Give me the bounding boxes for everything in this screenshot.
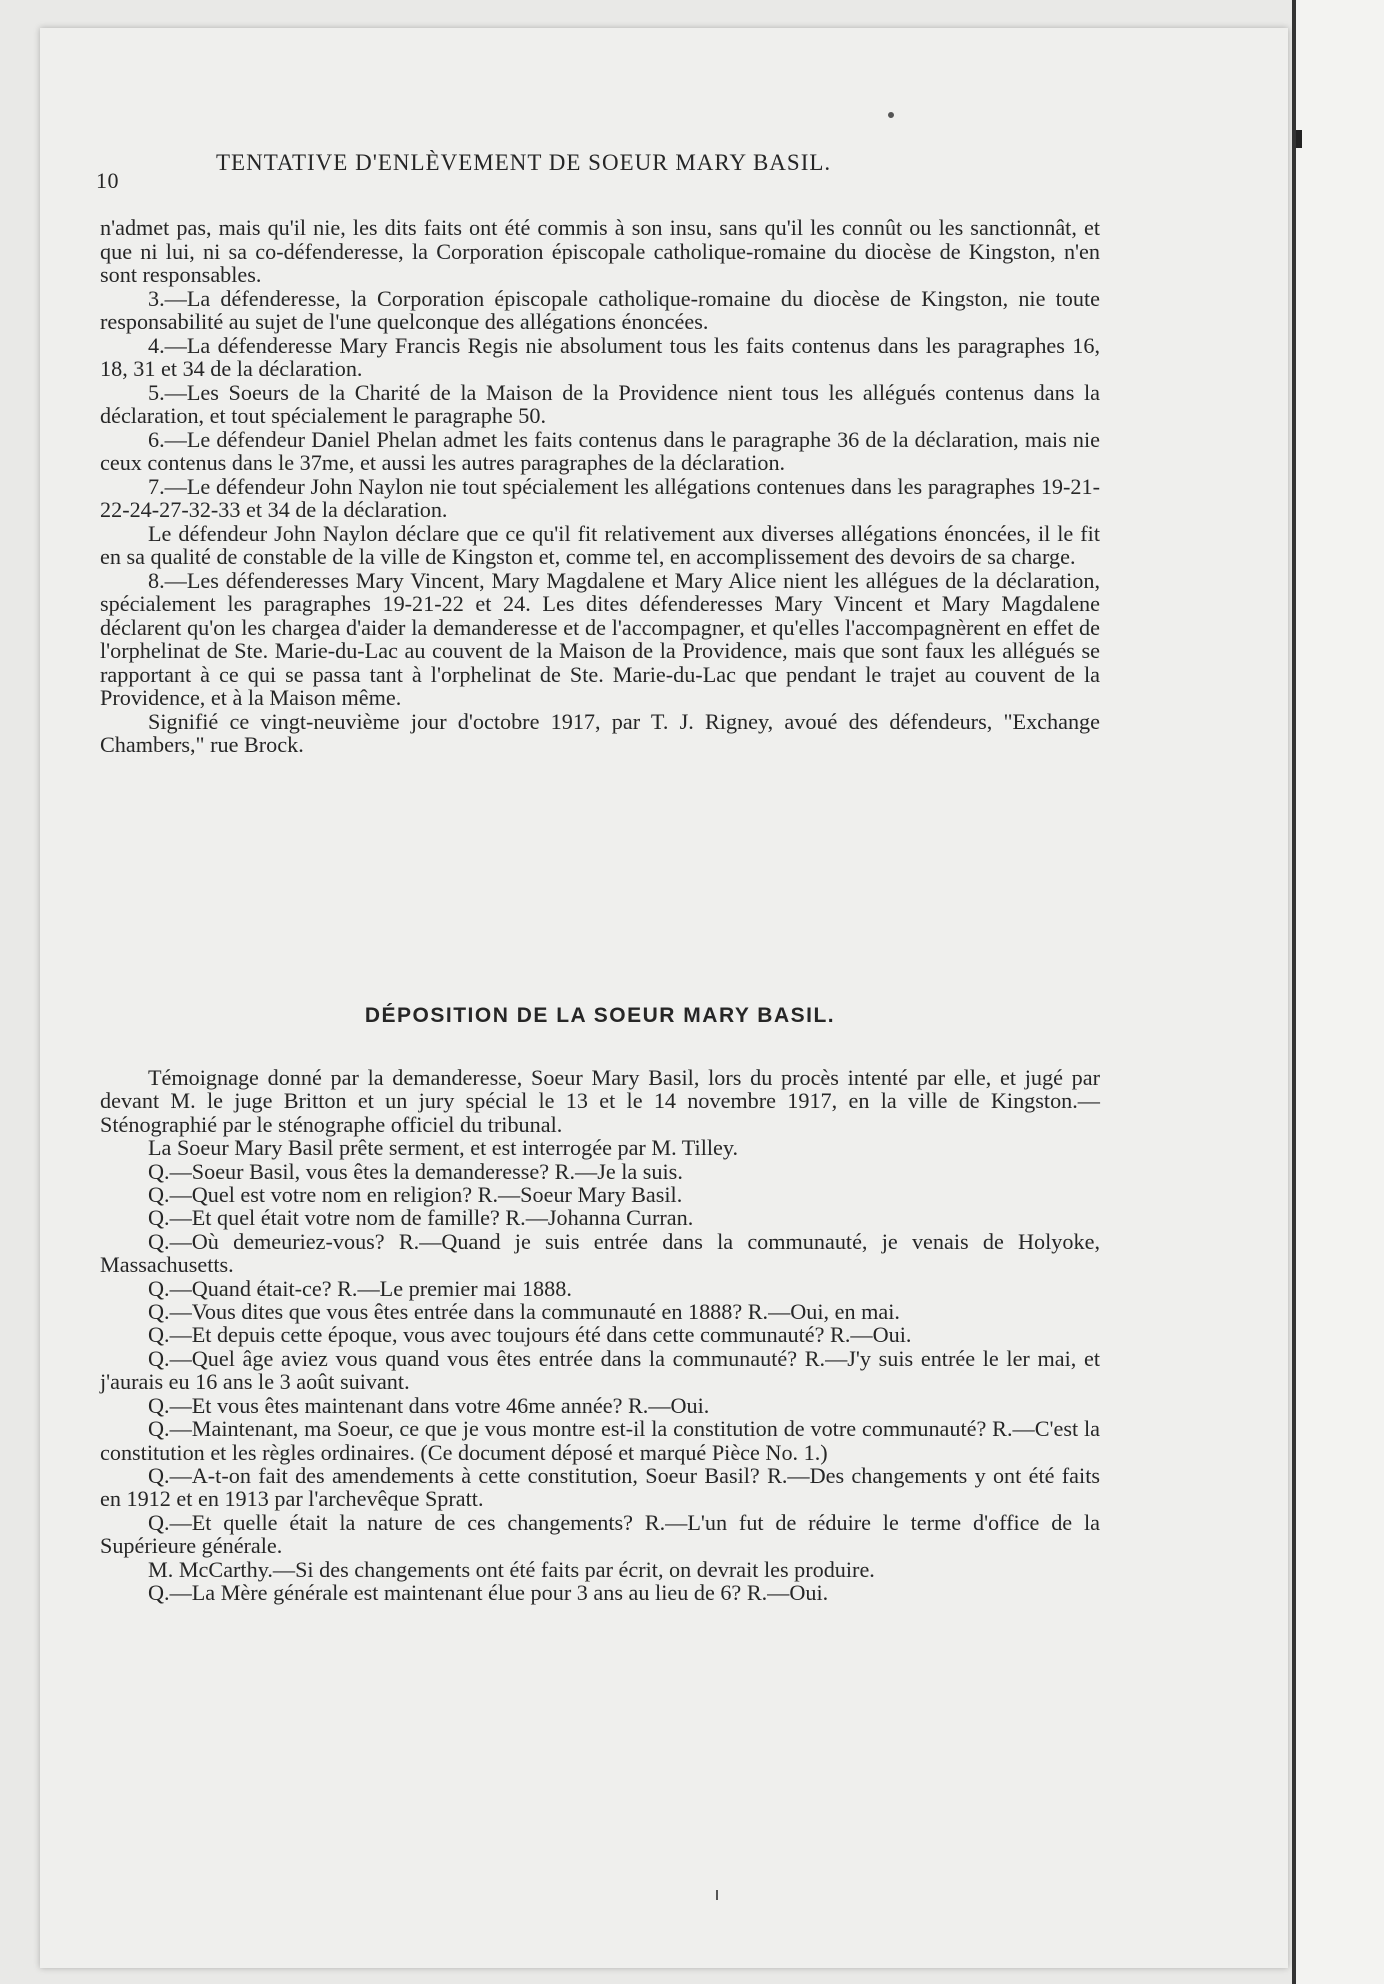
deposition-line: Q.—Et depuis cette époque, vous avec toujours été dans cette communauté? R.—Oui.: [148, 1322, 912, 1348]
deposition-line: Q.—Et quelle était la nature de ces changements? R.—L'un fut de réduire le terme d'office de la Supérieure générale.: [100, 1509, 1100, 1559]
deposition-line: Q.—Soeur Basil, vous êtes la demanderesse? R.—Je la suis.: [148, 1158, 683, 1184]
deposition-line: Q.—Maintenant, ma Soeur, ce que je vous montre est-il la constitution de votre communauté? R.—C'est la constitution et les règles ordinaires. (Ce document déposé et marqué Pièce No. 1.): [100, 1416, 1100, 1465]
page-number: 10: [96, 168, 119, 193]
adjacent-page-edge: [1296, 0, 1384, 1984]
deposition-line: Q.—A-t-on fait des amendements à cette constitution, Soeur Basil? R.—Des changements y ont été faits en 1912 et en 1913 par l'archevêque Spratt.: [100, 1462, 1100, 1512]
paragraph: 5.—Les Soeurs de la Charité de la Maison de la Providence nient tous les allégués contenus dans la déclaration, et tout spécialement le paragraphe 50.: [100, 379, 1100, 428]
paragraph: 3.—La défenderesse, la Corporation épiscopale catholique-romaine du diocèse de Kingston, nie toute responsabilité au sujet de l'une quelconque des allégations énoncées.: [100, 285, 1100, 334]
deposition-line: Q.—Vous dites que vous êtes entrée dans la communauté en 1888? R.—Oui, en mai.: [148, 1299, 900, 1325]
print-speck: [1296, 130, 1302, 148]
paragraph: 7.—Le défendeur John Naylon nie tout spécialement les allégations contenues dans les paragraphes 19-21-22-24-27-32-33 et 34 de la déclaration.: [100, 473, 1100, 522]
deposition-line: M. McCarthy.—Si des changements ont été faits par écrit, on devrait les produire.: [148, 1556, 875, 1582]
deposition-line: Q.—Quand était-ce? R.—Le premier mai 1888.: [148, 1275, 572, 1301]
deposition-line: Q.—La Mère générale est maintenant élue pour 3 ans au lieu de 6? R.—Oui.: [148, 1579, 829, 1605]
paragraph: 8.—Les défenderesses Mary Vincent, Mary Magdalene et Mary Alice nient les allégues de la déclaration, spécialement les paragraphes 19-21-22 et 24. Les dites défenderesses Mary Vincent et Mary Magdalene déclarent qu'on les chargea d'aider la demanderesse et de l'accompagner, et qu'elles l'accompagnèrent en effet de l'orphelinat de Ste. Marie-du-Lac au couvent de la Maison de la Providence, mais que sont faux les allégués se rapportant à ce qui se passa tant à l'orphelinat de Ste. Marie-du-Lac que pendant le trajet au couvent de la Providence, et à la Maison même.: [100, 567, 1100, 710]
deposition-paragraph: La Soeur Mary Basil prête serment, et est interrogée par M. Tilley.: [148, 1135, 739, 1161]
running-title: TENTATIVE D'ENLÈVEMENT DE SOEUR MARY BASIL.: [216, 150, 832, 175]
paragraph: Le défendeur John Naylon déclare que ce qu'il fit relativement aux diverses allégations énoncées, il le fit en sa qualité de constable de la ville de Kingston et, comme tel, en accomplissement des devoirs de sa charge.: [100, 520, 1100, 569]
deposition-line: Q.—Quel âge aviez vous quand vous êtes entrée dans la communauté? R.—J'y suis entrée le ler mai, et j'aurais eu 16 ans le 3 août suivant.: [100, 1345, 1100, 1395]
deposition-line: Q.—Et quel était votre nom de famille? R.—Johanna Curran.: [148, 1205, 694, 1231]
deposition-line: Q.—Et vous êtes maintenant dans votre 46me année? R.—Oui.: [148, 1392, 710, 1418]
print-speck: [716, 1890, 718, 1900]
paragraph: Signifié ce vingt-neuvième jour d'octobre 1917, par T. J. Rigney, avoué des défendeurs, "Exchange Chambers," rue Brock.: [100, 708, 1100, 757]
page-border: [1292, 0, 1296, 1984]
print-speck: [888, 112, 894, 118]
pleading-text: [100, 216, 1100, 757]
paragraph: 4.—La défenderesse Mary Francis Regis nie absolument tous les faits contenus dans les paragraphes 16, 18, 31 et 34 de la déclaration.: [100, 332, 1100, 381]
section-heading: DÉPOSITION DE LA SOEUR MARY BASIL.: [364, 1004, 836, 1027]
deposition-text: [100, 1066, 1100, 1604]
paragraph: 6.—Le défendeur Daniel Phelan admet les faits contenus dans le paragraphe 36 de la déclaration, mais nie ceux contenus dans le 37me, et aussi les autres paragraphes de la déclaration.: [100, 426, 1100, 475]
paragraph: n'admet pas, mais qu'il nie, les dits faits ont été commis à son insu, sans qu'il les connût ou les sanctionnât, et que ni lui, ni sa co-défenderesse, la Corporation épiscopale catholique-romaine du diocèse de Kingston, n'en sont responsables.: [100, 215, 1100, 287]
deposition-paragraph: Témoignage donné par la demanderesse, Soeur Mary Basil, lors du procès intenté par elle, et jugé par devant M. le juge Britton et un jury spécial le 13 et le 14 novembre 1917, en la ville de Kingston.—Sténographié par le sténographe officiel du tribunal.: [100, 1065, 1100, 1137]
deposition-line: Q.—Où demeuriez-vous? R.—Quand je suis entrée dans la communauté, je venais de Holyoke, Massachusetts.: [100, 1228, 1100, 1278]
deposition-line: Q.—Quel est votre nom en religion? R.—Soeur Mary Basil.: [148, 1182, 683, 1208]
